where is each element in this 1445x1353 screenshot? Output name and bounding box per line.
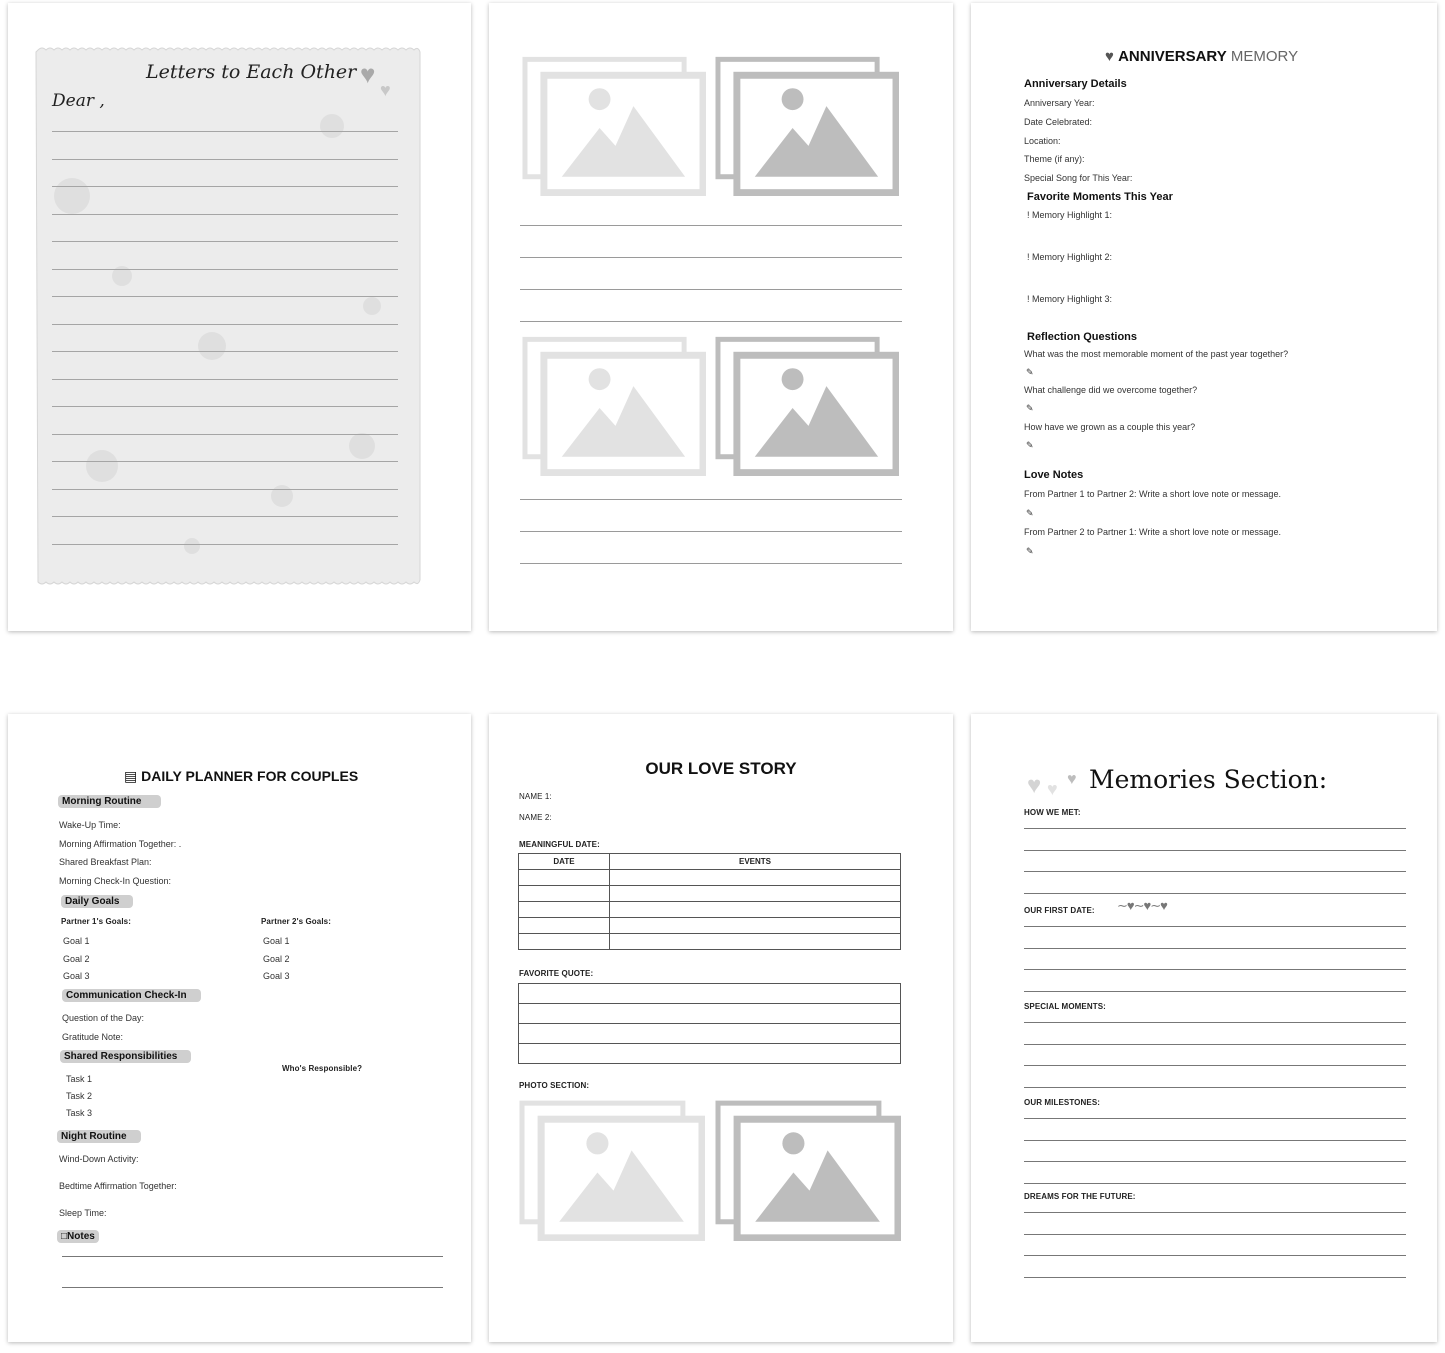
pin-icon: ǃ [1027,294,1033,304]
image-placeholder-icon [522,56,706,196]
goal-item: Goal 2 [63,954,90,964]
pencil-icon: ✎ [1026,546,1034,556]
anniversary-title-light: MEMORY [1230,48,1299,65]
whos-responsible: Who's Responsible? [282,1064,363,1073]
writing-line [52,214,398,215]
night-heading: Night Routine [57,1130,141,1143]
writing-line [520,257,902,258]
notes-heading: Love Notes [1024,469,1084,481]
goals-heading: Daily Goals [61,895,133,908]
image-placeholder-icon [715,56,899,196]
memory-section-heading: SPECIAL MOMENTS: [1024,1002,1106,1011]
writing-line [520,499,902,500]
anniversary-title-bold: ANNIVERSARY [1118,48,1227,65]
morning-item: Morning Affirmation Together: . [59,839,182,849]
writing-line [1024,1118,1406,1119]
writing-line [52,489,398,490]
letters-page [8,3,471,631]
reflection-question: What challenge did we overcome together? [1024,385,1198,395]
dates-heading: MEANINGFUL DATE: [519,840,600,849]
morning-item: Shared Breakfast Plan: [59,857,152,867]
writing-line [1024,1087,1406,1088]
hearts-icon: ♥ [1047,779,1058,799]
love-story-page [489,714,953,1342]
writing-line [1024,969,1406,970]
writing-line [520,563,902,564]
quote-box [518,983,901,1064]
table-cell[interactable] [519,902,610,918]
notes-line [62,1256,443,1257]
writing-line [52,379,398,380]
love-note-line: From Partner 1 to Partner 2: Write a short love note or message. [1024,489,1281,499]
pencil-icon: ✎ [1026,440,1034,450]
love-story-title: OUR LOVE STORY [645,759,797,778]
pin-icon: ǃ [1027,210,1033,220]
reflection-heading: Reflection Questions [1027,331,1138,343]
letter-paper [32,46,424,586]
pin-icon: ǃ [1027,252,1033,262]
writing-line [52,269,398,270]
table-cell[interactable] [610,934,901,950]
writing-line [1024,1161,1406,1162]
night-item: Bedtime Affirmation Together: [59,1181,177,1191]
pencil-icon: ✎ [1026,508,1034,518]
table-cell[interactable] [519,984,901,1004]
image-placeholder-icon [519,1100,705,1241]
communication-item: Question of the Day: [62,1013,145,1023]
goal-item: Goal 3 [263,971,290,981]
writing-line [1024,1277,1406,1278]
writing-line [520,321,902,322]
writing-line [52,351,398,352]
writing-line [1024,948,1406,949]
writing-line [520,289,902,290]
table-cell[interactable] [519,934,610,950]
goal-item: Goal 1 [63,936,90,946]
morning-item: Morning Check-In Question: [59,876,172,886]
writing-line [1024,1212,1406,1213]
writing-line [1024,1022,1406,1023]
writing-line [1024,850,1406,851]
love-note-line: From Partner 2 to Partner 1: Write a short love note or message. [1024,527,1281,537]
name1-field: NAME 1: [519,792,552,801]
writing-line [1024,1065,1406,1066]
moments-heading: Favorite Moments This Year [1027,191,1173,203]
memory-section-heading: OUR FIRST DATE: [1024,906,1095,915]
writing-line [1024,871,1406,872]
goal-item: Goal 2 [263,954,290,964]
image-placeholder-icon [715,336,899,476]
photo-heading: PHOTO SECTION: [519,1081,590,1090]
writing-line [52,241,398,242]
letters-title: Letters to Each Other [146,61,357,83]
date-column-header: DATE [519,854,610,870]
hearts-icon: ♥ [1067,771,1077,788]
writing-line [52,296,398,297]
morning-item: Wake-Up Time: [59,820,121,830]
dates-table [518,853,901,950]
planner-title: ▤ DAILY PLANNER FOR COUPLES [124,768,359,784]
pencil-icon: ✎ [1026,403,1034,413]
writing-line [52,131,398,132]
task-item: Task 2 [66,1091,93,1101]
moment-line: ǃ Memory Highlight 3: [1027,294,1113,304]
writing-line [52,159,398,160]
memory-section-heading: HOW WE MET: [1024,808,1081,817]
detail-line: Theme (if any): [1024,154,1085,164]
writing-line [520,531,902,532]
anniversary-page [971,3,1437,631]
partner2-goals: Partner 2's Goals: [261,917,331,926]
task-item: Task 3 [66,1108,93,1118]
reflection-question: How have we grown as a couple this year? [1024,422,1196,432]
communication-heading: Communication Check-In [62,989,201,1002]
planner-page [8,714,471,1342]
responsibilities-heading: Shared Responsibilities [60,1050,191,1063]
squiggle-hearts-icon: ∼♥∼♥∼♥ [1117,898,1167,913]
events-column-header: EVENTS [610,854,901,870]
writing-line [52,406,398,407]
table-cell[interactable] [610,918,901,934]
writing-line [52,186,398,187]
task-item: Task 1 [66,1074,93,1084]
letters-greeting: Dear , [52,91,105,111]
moment-line: ǃ Memory Highlight 2: [1027,252,1113,262]
communication-item: Gratitude Note: [62,1032,124,1042]
table-cell[interactable] [610,902,901,918]
goal-item: Goal 3 [63,971,90,981]
writing-line [1024,1183,1406,1184]
goal-item: Goal 1 [263,936,290,946]
notes-heading: □Notes [57,1230,99,1243]
table-cell[interactable] [519,1004,901,1024]
partner1-goals: Partner 1's Goals: [61,917,131,926]
hearts-icon: ♥ [1027,772,1042,799]
detail-line: Date Celebrated: [1024,117,1093,127]
hearts-icon: ♥ [360,59,376,89]
table-cell[interactable] [519,1044,901,1064]
memory-section-heading: OUR MILESTONES: [1024,1098,1101,1107]
writing-line [1024,828,1406,829]
details-heading: Anniversary Details [1024,78,1127,90]
writing-line [1024,991,1406,992]
writing-line [520,225,902,226]
table-cell[interactable] [519,886,610,902]
pencil-icon: ✎ [1026,367,1034,377]
table-cell[interactable] [610,886,901,902]
moment-line: ǃ Memory Highlight 1: [1027,210,1113,220]
anniversary-title [1105,48,1298,65]
writing-line [52,461,398,462]
heart-icon: ♥ [1105,48,1114,65]
writing-line [1024,1044,1406,1045]
writing-line [1024,926,1406,927]
image-placeholder-icon [522,336,706,476]
photo-page [489,3,953,631]
memories-title: Memories Section: [1089,765,1328,794]
detail-line: Anniversary Year: [1024,98,1095,108]
writing-line [52,434,398,435]
image-placeholder-icon [715,1100,901,1241]
detail-line: Location: [1024,136,1061,146]
writing-line [1024,1140,1406,1141]
morning-heading: Morning Routine [58,795,161,808]
detail-line: Special Song for This Year: [1024,173,1133,183]
name2-field: NAME 2: [519,813,552,822]
writing-line [52,516,398,517]
quote-heading: FAVORITE QUOTE: [519,969,594,978]
memory-section-heading: DREAMS FOR THE FUTURE: [1024,1192,1136,1201]
night-item: Wind-Down Activity: [59,1154,139,1164]
writing-line [1024,1255,1406,1256]
calendar-icon: ▤ [124,768,138,784]
reflection-question: What was the most memorable moment of the past year together? [1024,349,1289,359]
writing-line [52,324,398,325]
note-icon: □ [61,1231,68,1242]
writing-line [1024,1234,1406,1235]
hearts-icon-small: ♥ [380,80,391,100]
night-item: Sleep Time: [59,1208,107,1218]
writing-line [52,544,398,545]
table-cell[interactable] [519,918,610,934]
writing-line [1024,893,1406,894]
memories-page [971,714,1437,1342]
notes-line [62,1287,443,1288]
table-cell[interactable] [519,1024,901,1044]
table-cell[interactable] [610,870,901,886]
table-cell[interactable] [519,870,610,886]
